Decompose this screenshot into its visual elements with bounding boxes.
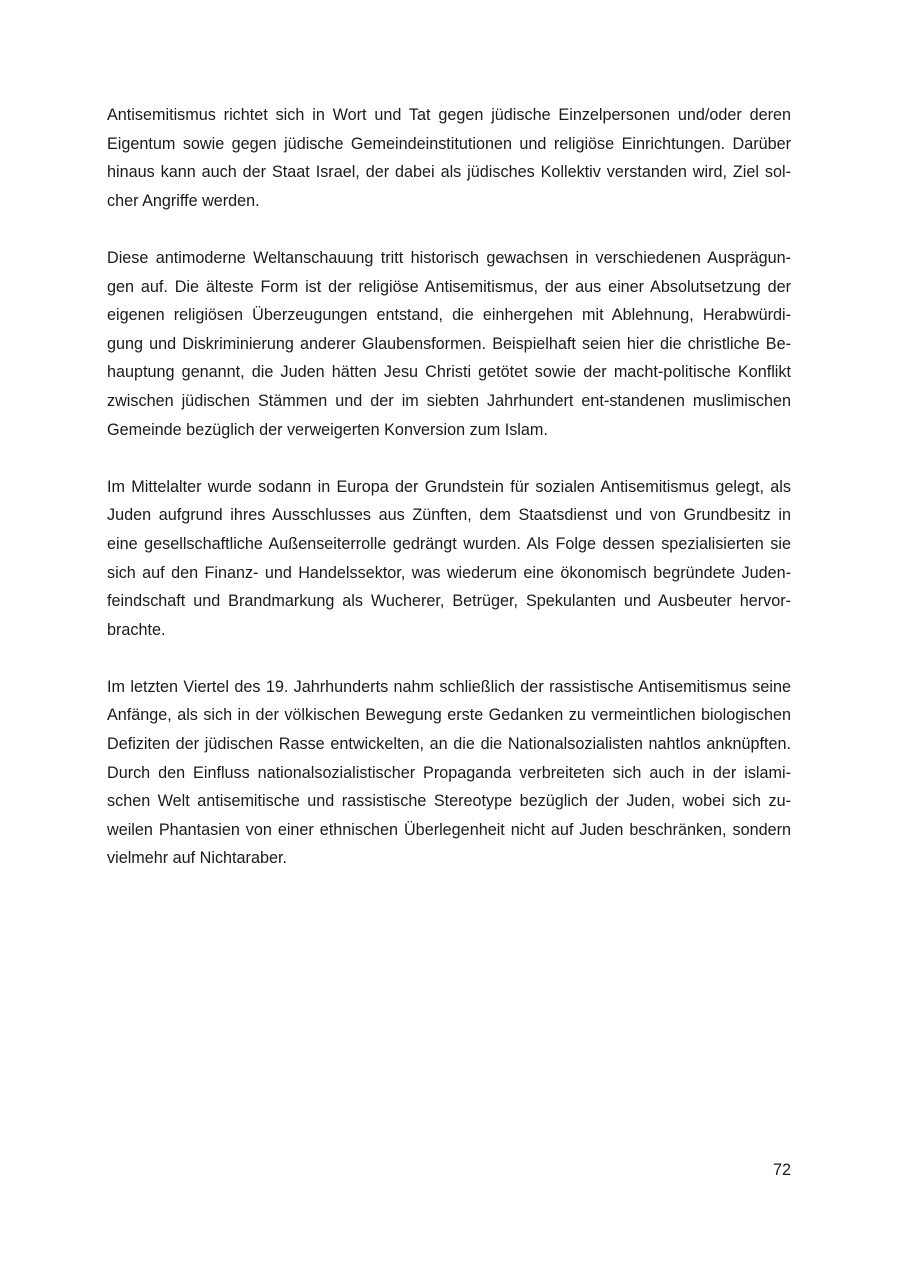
text-line: Defiziten der jüdischen Rasse entwickelten, an die die Nationalsozialisten nahtlos anknüpften.	[107, 735, 791, 754]
text-line: Im Mittelalter wurde sodann in Europa der Grundstein für sozialen Antisemitismus gelegt, als	[107, 477, 791, 496]
text-line: vielmehr auf Nichtaraber.	[107, 849, 287, 868]
text-line: Anfänge, als sich in der völkischen Bewegung erste Gedanken zu vermeintlichen biologischen	[107, 706, 791, 725]
text-line: gen auf. Die älteste Form ist der religiöse Antisemitismus, der aus einer Absolutsetzung der	[107, 277, 791, 296]
paragraph-1	[107, 101, 791, 215]
text-line: Eigentum sowie gegen jüdische Gemeindeinstitutionen und religiöse Einrichtungen. Darüber	[107, 134, 791, 153]
text-line: Antisemitismus richtet sich in Wort und Tat gegen jüdische Einzelpersonen und/oder deren	[107, 106, 791, 124]
paragraph-3	[107, 473, 791, 645]
paragraph-2	[107, 244, 791, 444]
text-line: cher Angriffe werden.	[107, 191, 260, 210]
text-line: Juden aufgrund ihres Ausschlusses aus Zünften, dem Staatsdienst und von Grundbesitz in	[107, 506, 791, 525]
paragraph-4	[107, 673, 791, 873]
text-line: gung und Diskriminierung anderer Glaubensformen. Beispielhaft seien hier die christliche Be-	[107, 334, 791, 353]
text-line: hauptung genannt, die Juden hätten Jesu Christi getötet sowie der macht-politische Konflikt	[107, 363, 791, 382]
text-line: feindschaft und Brandmarkung als Wucherer, Betrüger, Spekulanten und Ausbeuter hervor-	[107, 592, 791, 611]
text-line: sich auf den Finanz- und Handelssektor, was wiederum eine ökonomisch begründete Juden-	[107, 563, 791, 582]
text-line: eigenen religiösen Überzeugungen entstand, die einhergehen mit Ablehnung, Herabwürdi-	[107, 306, 791, 325]
text-line: eine gesellschaftliche Außenseiterrolle gedrängt wurden. Als Folge dessen spezialisierten sie	[107, 534, 791, 553]
text-line: Diese antimoderne Weltanschauung tritt historisch gewachsen in verschiedenen Ausprägun-	[107, 248, 791, 267]
text-line: brachte.	[107, 620, 166, 639]
page-number: 72	[772, 1161, 791, 1179]
text-line: zwischen jüdischen Stämmen und der im siebten Jahrhundert ent-standenen muslimischen	[107, 391, 791, 410]
text-line: weilen Phantasien von einer ethnischen Überlegenheit nicht auf Juden beschränken, sondern	[107, 820, 791, 839]
text-line: hinaus kann auch der Staat Israel, der dabei als jüdisches Kollektiv verstanden wird, Ziel sol-	[107, 163, 791, 182]
text-line: Im letzten Viertel des 19. Jahrhunderts nahm schließlich der rassistische Antisemitismus seine	[107, 677, 791, 696]
text-line: schen Welt antisemitische und rassistische Stereotype bezüglich der Juden, wobei sich zu-	[107, 792, 791, 811]
document-body	[107, 101, 791, 902]
text-line: Durch den Einfluss nationalsozialistischer Propaganda verbreiteten sich auch in der islami-	[107, 763, 791, 782]
text-line: Gemeinde bezüglich der verweigerten Konversion zum Islam.	[107, 420, 548, 439]
